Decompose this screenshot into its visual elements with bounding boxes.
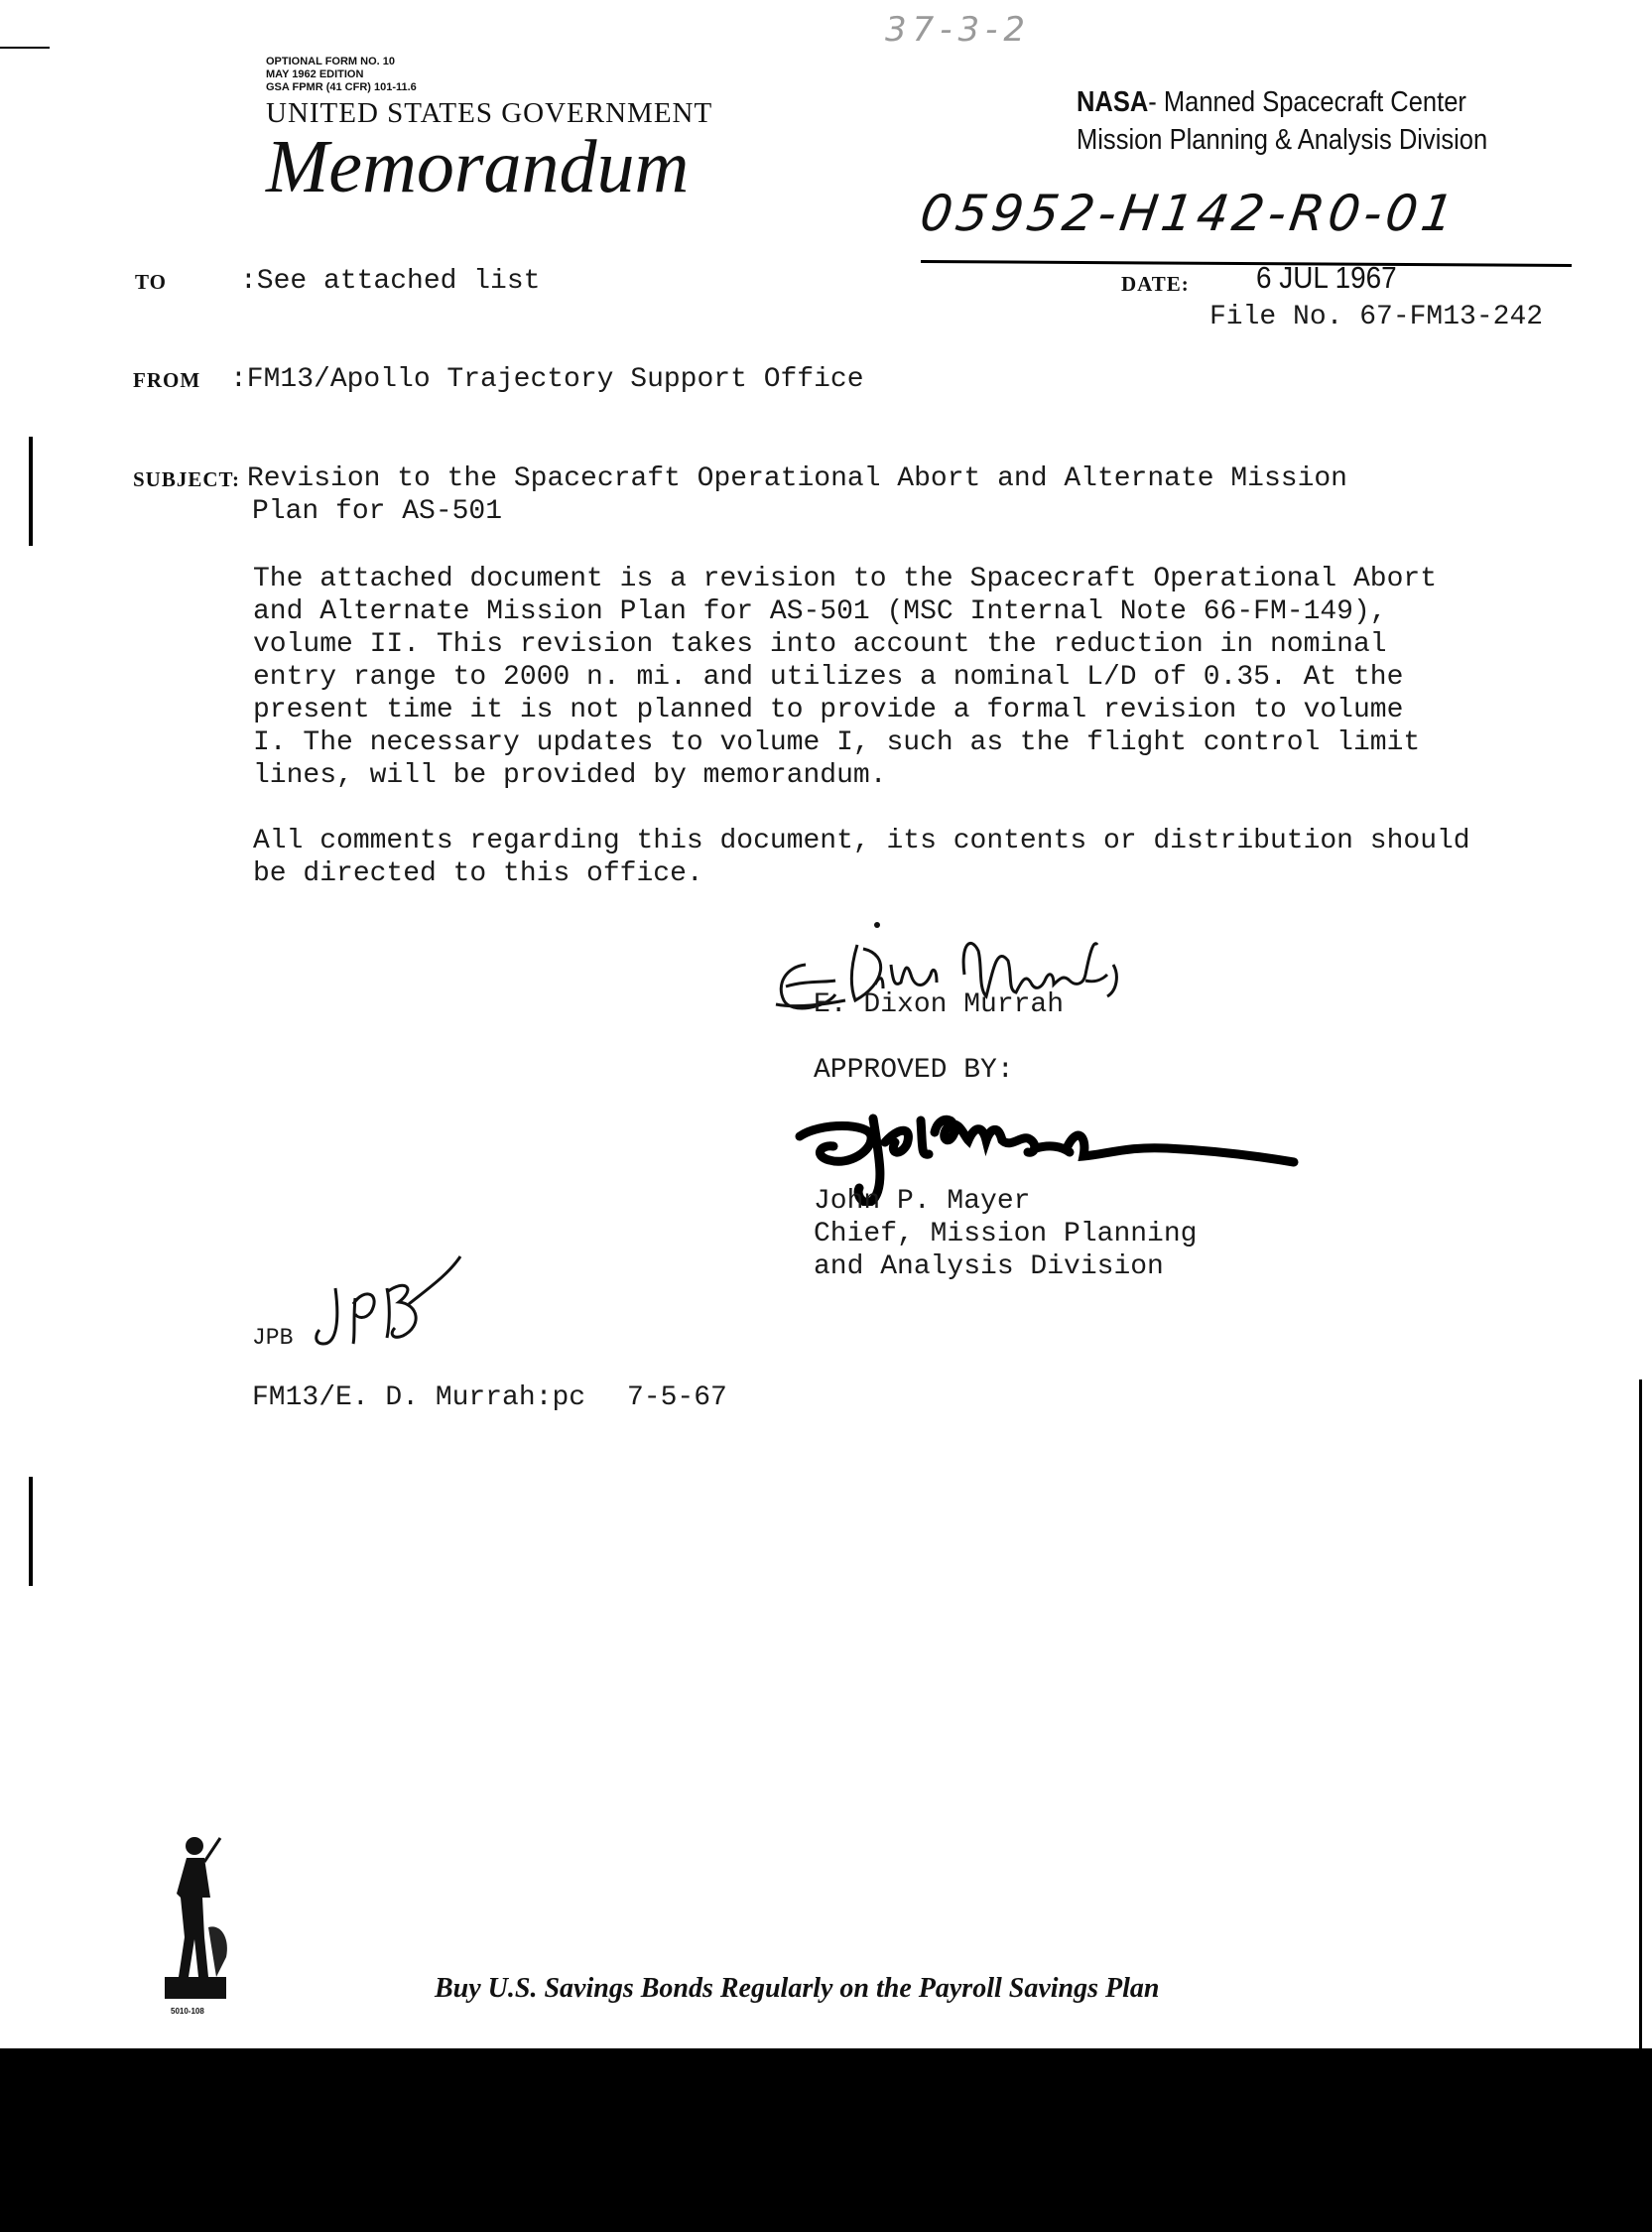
signer-title-line1: Chief, Mission Planning (814, 1219, 1198, 1249)
signer-name-2: John P. Mayer (814, 1186, 1031, 1217)
date-label: DATE: (1121, 272, 1190, 296)
center-stamp (1077, 83, 1487, 159)
body-paragraph-1 (253, 563, 1437, 792)
subject-line2: Plan for AS-501 (252, 496, 503, 527)
signer-title-line2: and Analysis Division (814, 1251, 1164, 1282)
body-line: be directed to this office. (253, 858, 703, 889)
body-line: The attached document is a revision to the Spacecraft Operational Abort (253, 564, 1437, 594)
center-stamp-line2: Mission Planning & Analysis Division (1077, 124, 1488, 156)
body-line: volume II. This revision takes into account the reduction in nominal (253, 629, 1387, 660)
body-line: present time it is not planned to provide a formal revision to volume (253, 695, 1404, 725)
form-fpmr: GSA FPMR (41 CFR) 101-11.6 (266, 81, 417, 93)
footer-slogan: Buy U.S. Savings Bonds Regularly on the Payroll Savings Plan (435, 1973, 1160, 2004)
body-line: and Alternate Mission Plan for AS-501 (MSC Internal Note 66-FM-149), (253, 596, 1387, 627)
file-number: File No. 67-FM13-242 (1209, 302, 1544, 332)
typed-initials: JPB (252, 1325, 294, 1351)
logo-code: 5010-108 (171, 2007, 204, 2016)
header-rule (921, 260, 1572, 267)
document-number: 05952-H142-R0-01 (916, 185, 1461, 242)
nasa-label: NASA (1077, 86, 1149, 118)
scan-border (0, 2048, 1652, 2232)
to-label: TO (135, 270, 167, 294)
subject-label: SUBJECT: (133, 467, 240, 491)
agency-name: UNITED STATES GOVERNMENT (266, 97, 713, 129)
margin-bar-lower (29, 1477, 33, 1586)
to-value: :See attached list (240, 266, 541, 297)
body-line: All comments regarding this document, its contents or distribution should (253, 826, 1470, 856)
from-label: FROM (133, 368, 201, 392)
margin-tick-top (0, 47, 50, 49)
form-number: OPTIONAL FORM NO. 10 (266, 56, 395, 67)
memo-title: Memorandum (266, 125, 690, 208)
center-stamp-line1 (1077, 83, 1487, 121)
handwritten-file-ref: 37-3-2 (885, 10, 1032, 50)
signer-name-1: E. Dixon Murrah (814, 989, 1065, 1020)
reference-date: 7-5-67 (627, 1382, 727, 1413)
subject-line1: Revision to the Spacecraft Operational Abort and Alternate Mission (247, 463, 1347, 494)
form-header (266, 56, 712, 207)
handwritten-initials (310, 1248, 468, 1358)
reference-code: FM13/E. D. Murrah:pc (252, 1382, 586, 1413)
body-line: entry range to 2000 n. mi. and utilizes a nominal L/D of 0.35. At the (253, 662, 1404, 693)
body-line: I. The necessary updates to volume I, such as the flight control limit (253, 727, 1421, 758)
scan-edge-right (1639, 1379, 1642, 2048)
body-paragraph-2 (253, 825, 1470, 890)
minuteman-logo-icon (159, 1828, 238, 2007)
date-value: 6 JUL 1967 (1256, 260, 1397, 295)
form-edition: MAY 1962 EDITION (266, 68, 364, 80)
body-line: lines, will be provided by memorandum. (253, 760, 887, 791)
center-name: - Manned Spacecraft Center (1148, 86, 1466, 118)
from-value: :FM13/Apollo Trajectory Support Office (230, 364, 864, 395)
margin-bar-upper (29, 437, 33, 546)
approved-by-label: APPROVED BY: (814, 1055, 1014, 1086)
